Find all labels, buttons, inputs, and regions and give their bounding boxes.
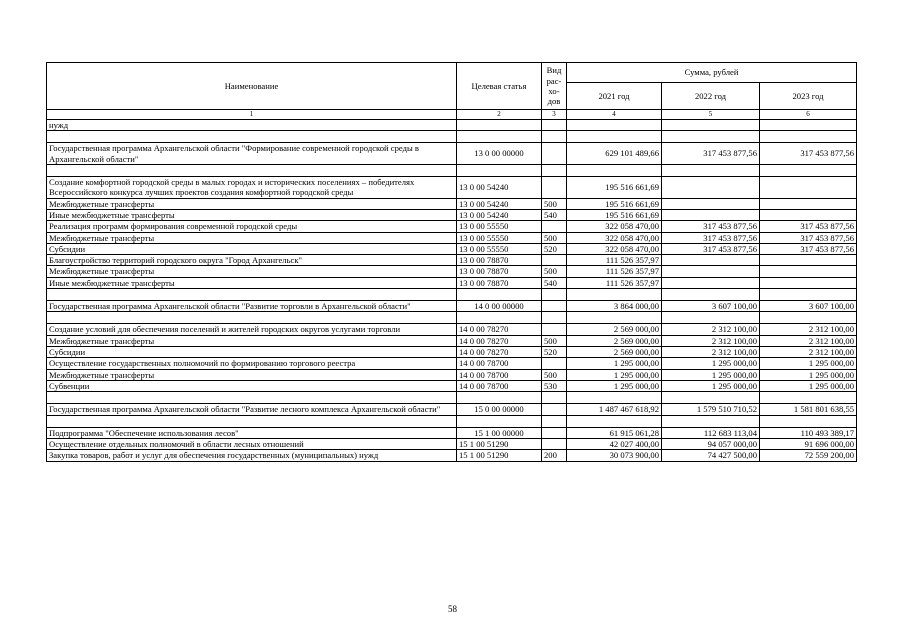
cell-sum-2021: 111 526 357,97 — [567, 277, 662, 288]
empty-cell — [662, 164, 760, 176]
cell-target-code: 14 0 00 78700 — [457, 358, 542, 369]
table-row-program — [47, 404, 857, 415]
cell-expense-type: 500 — [542, 369, 567, 380]
cell-expense-type — [542, 324, 567, 335]
cell-sum-2021: 195 516 661,69 — [567, 198, 662, 209]
cell-sum-2023 — [760, 266, 857, 277]
cell-target-code: 13 0 00 78870 — [457, 277, 542, 288]
empty-cell — [47, 289, 457, 301]
cell-sum-2023: 317 453 877,56 — [760, 243, 857, 254]
cell-name: Закупка товаров, работ и услуг для обеспечения государственных (муниципальных) нужд — [47, 450, 457, 461]
cell-expense-type — [542, 143, 567, 165]
cell-target-code: 14 0 00 00000 — [457, 301, 542, 312]
cell-expense-type: 500 — [542, 232, 567, 243]
column-index: 1 — [47, 110, 457, 120]
header-type: Вид рас-хо-дов — [542, 63, 567, 110]
cell-name: Создание условий для обеспечения поселений и жителей городских округов услугами торговли — [47, 324, 457, 335]
table-row — [47, 120, 857, 131]
empty-cell — [47, 392, 457, 404]
cell-target-code: 13 0 00 00000 — [457, 143, 542, 165]
empty-cell — [457, 131, 542, 143]
table-row — [47, 358, 857, 369]
cell-sum-2022 — [662, 198, 760, 209]
cell-expense-type — [542, 438, 567, 449]
empty-cell — [542, 131, 567, 143]
cell-expense-type — [542, 404, 567, 415]
cell-target-code: 15 0 00 00000 — [457, 404, 542, 415]
table-spacer-row — [47, 392, 857, 404]
cell-sum-2022 — [662, 120, 760, 131]
table-row — [47, 255, 857, 266]
cell-expense-type — [542, 301, 567, 312]
cell-name: Субвенции — [47, 380, 457, 391]
empty-cell — [662, 131, 760, 143]
header-sum: Сумма, рублей — [567, 63, 857, 83]
empty-cell — [542, 289, 567, 301]
cell-name: Осуществление отдельных полномочий в области лесных отношений — [47, 438, 457, 449]
cell-sum-2022: 1 579 510 710,52 — [662, 404, 760, 415]
empty-cell — [760, 312, 857, 324]
cell-sum-2021: 2 569 000,00 — [567, 347, 662, 358]
cell-sum-2023: 3 607 100,00 — [760, 301, 857, 312]
cell-expense-type: 200 — [542, 450, 567, 461]
cell-target-code: 15 1 00 00000 — [457, 427, 542, 438]
cell-sum-2022 — [662, 255, 760, 266]
cell-sum-2021: 61 915 061,28 — [567, 427, 662, 438]
cell-name: Иные межбюджетные трансферты — [47, 277, 457, 288]
cell-expense-type: 520 — [542, 347, 567, 358]
cell-sum-2023 — [760, 176, 857, 198]
column-index: 5 — [662, 110, 760, 120]
table-row — [47, 324, 857, 335]
table-row-program — [47, 143, 857, 165]
cell-target-code: 13 0 00 78870 — [457, 266, 542, 277]
empty-cell — [760, 289, 857, 301]
table-row — [47, 438, 857, 449]
table-header — [47, 63, 857, 120]
cell-sum-2023: 317 453 877,56 — [760, 232, 857, 243]
empty-cell — [542, 312, 567, 324]
header-code: Целевая статья — [457, 63, 542, 110]
cell-target-code: 13 0 00 55550 — [457, 243, 542, 254]
header-name: Наименование — [47, 63, 457, 110]
cell-sum-2023 — [760, 277, 857, 288]
cell-sum-2022: 3 607 100,00 — [662, 301, 760, 312]
table-row — [47, 221, 857, 232]
empty-cell — [457, 164, 542, 176]
cell-expense-type: 500 — [542, 266, 567, 277]
cell-target-code: 14 0 00 78270 — [457, 335, 542, 346]
cell-target-code: 13 0 00 78870 — [457, 255, 542, 266]
table-row — [47, 232, 857, 243]
cell-sum-2021: 322 058 470,00 — [567, 243, 662, 254]
cell-sum-2023: 2 312 100,00 — [760, 324, 857, 335]
cell-name: Межбюджетные трансферты — [47, 266, 457, 277]
table-row — [47, 450, 857, 461]
cell-sum-2023: 1 295 000,00 — [760, 380, 857, 391]
cell-sum-2023: 1 581 801 638,55 — [760, 404, 857, 415]
cell-expense-type — [542, 221, 567, 232]
cell-name: Подпрограмма "Обеспечение использования лесов" — [47, 427, 457, 438]
column-index: 6 — [760, 110, 857, 120]
cell-sum-2023: 72 559 200,00 — [760, 450, 857, 461]
empty-cell — [47, 312, 457, 324]
cell-name: Межбюджетные трансферты — [47, 232, 457, 243]
cell-sum-2022: 112 683 113,04 — [662, 427, 760, 438]
cell-sum-2022: 2 312 100,00 — [662, 347, 760, 358]
cell-sum-2021: 1 487 467 618,92 — [567, 404, 662, 415]
cell-target-code: 14 0 00 78700 — [457, 369, 542, 380]
cell-sum-2022: 2 312 100,00 — [662, 335, 760, 346]
cell-sum-2022 — [662, 209, 760, 220]
cell-expense-type — [542, 255, 567, 266]
cell-sum-2021: 322 058 470,00 — [567, 232, 662, 243]
cell-sum-2021: 195 516 661,69 — [567, 176, 662, 198]
cell-sum-2022: 1 295 000,00 — [662, 380, 760, 391]
cell-sum-2021: 111 526 357,97 — [567, 255, 662, 266]
empty-cell — [662, 392, 760, 404]
cell-name: Государственная программа Архангельской области "Развитие торговли в Архангельской области" — [47, 301, 457, 312]
table-spacer-row — [47, 131, 857, 143]
cell-expense-type: 500 — [542, 335, 567, 346]
cell-sum-2022: 1 295 000,00 — [662, 369, 760, 380]
cell-sum-2023 — [760, 120, 857, 131]
empty-cell — [567, 289, 662, 301]
cell-name: Межбюджетные трансферты — [47, 369, 457, 380]
cell-target-code: 14 0 00 78700 — [457, 380, 542, 391]
table-row — [47, 369, 857, 380]
table-spacer-row — [47, 415, 857, 427]
empty-cell — [567, 131, 662, 143]
cell-sum-2023: 1 295 000,00 — [760, 369, 857, 380]
cell-sum-2021: 3 864 000,00 — [567, 301, 662, 312]
cell-name: нужд — [47, 120, 457, 131]
cell-target-code: 13 0 00 55550 — [457, 221, 542, 232]
cell-name: Государственная программа Архангельской области "Формирование современной городской среды в Архангельской области" — [47, 143, 457, 165]
table-row-program — [47, 427, 857, 438]
table-spacer-row — [47, 289, 857, 301]
empty-cell — [662, 415, 760, 427]
table-row — [47, 209, 857, 220]
cell-sum-2021: 2 569 000,00 — [567, 324, 662, 335]
cell-sum-2022: 317 453 877,56 — [662, 232, 760, 243]
cell-target-code: 14 0 00 78270 — [457, 324, 542, 335]
cell-expense-type: 500 — [542, 198, 567, 209]
cell-expense-type: 520 — [542, 243, 567, 254]
empty-cell — [662, 289, 760, 301]
cell-target-code: 15 1 00 51290 — [457, 450, 542, 461]
empty-cell — [542, 415, 567, 427]
table-row — [47, 266, 857, 277]
cell-expense-type — [542, 358, 567, 369]
empty-cell — [542, 164, 567, 176]
cell-sum-2021: 1 295 000,00 — [567, 380, 662, 391]
cell-name: Государственная программа Архангельской области "Развитие лесного комплекса Архангельской области" — [47, 404, 457, 415]
cell-target-code — [457, 120, 542, 131]
cell-target-code: 13 0 00 54240 — [457, 176, 542, 198]
table-row — [47, 335, 857, 346]
cell-name: Осуществление государственных полномочий по формированию торгового реестра — [47, 358, 457, 369]
empty-cell — [567, 392, 662, 404]
cell-sum-2021: 42 027 400,00 — [567, 438, 662, 449]
table-row — [47, 176, 857, 198]
empty-cell — [760, 164, 857, 176]
cell-sum-2022 — [662, 277, 760, 288]
cell-name: Реализация программ формирования современной городской среды — [47, 221, 457, 232]
cell-sum-2022: 317 453 877,56 — [662, 221, 760, 232]
cell-sum-2023 — [760, 255, 857, 266]
cell-sum-2023 — [760, 198, 857, 209]
page-number: 58 — [448, 604, 457, 614]
empty-cell — [47, 164, 457, 176]
cell-name: Субсидии — [47, 243, 457, 254]
header-year-2022: 2022 год — [662, 83, 760, 110]
cell-sum-2022: 1 295 000,00 — [662, 358, 760, 369]
cell-sum-2021: 629 101 489,66 — [567, 143, 662, 165]
cell-sum-2023: 317 453 877,56 — [760, 221, 857, 232]
column-index: 3 — [542, 110, 567, 120]
cell-sum-2023 — [760, 209, 857, 220]
cell-expense-type: 540 — [542, 277, 567, 288]
cell-sum-2021: 322 058 470,00 — [567, 221, 662, 232]
column-index-row — [47, 110, 857, 120]
cell-sum-2022 — [662, 266, 760, 277]
empty-cell — [47, 131, 457, 143]
cell-target-code: 13 0 00 55550 — [457, 232, 542, 243]
cell-target-code: 13 0 00 54240 — [457, 198, 542, 209]
empty-cell — [567, 415, 662, 427]
cell-sum-2022: 317 453 877,56 — [662, 243, 760, 254]
table-body — [47, 120, 857, 462]
column-index: 2 — [457, 110, 542, 120]
cell-sum-2021 — [567, 120, 662, 131]
empty-cell — [457, 289, 542, 301]
table-row — [47, 347, 857, 358]
table-spacer-row — [47, 164, 857, 176]
table-row — [47, 380, 857, 391]
cell-sum-2023: 317 453 877,56 — [760, 143, 857, 165]
cell-name: Субсидии — [47, 347, 457, 358]
table-row-program — [47, 301, 857, 312]
cell-sum-2021: 2 569 000,00 — [567, 335, 662, 346]
cell-sum-2023: 110 493 389,17 — [760, 427, 857, 438]
empty-cell — [567, 164, 662, 176]
cell-expense-type: 540 — [542, 209, 567, 220]
empty-cell — [457, 312, 542, 324]
cell-sum-2022 — [662, 176, 760, 198]
cell-sum-2021: 30 073 900,00 — [567, 450, 662, 461]
table-row — [47, 277, 857, 288]
empty-cell — [662, 312, 760, 324]
empty-cell — [542, 392, 567, 404]
cell-expense-type: 530 — [542, 380, 567, 391]
empty-cell — [457, 392, 542, 404]
cell-target-code: 13 0 00 54240 — [457, 209, 542, 220]
budget-table — [46, 62, 857, 462]
empty-cell — [760, 131, 857, 143]
cell-sum-2023: 2 312 100,00 — [760, 335, 857, 346]
cell-name: Создание комфортной городской среды в малых городах и исторических поселениях – победителях Всероссийского конкурса лучших проектов создания комфортной городской среды — [47, 176, 457, 198]
cell-sum-2023: 91 696 000,00 — [760, 438, 857, 449]
empty-cell — [457, 415, 542, 427]
table-row — [47, 243, 857, 254]
header-year-2023: 2023 год — [760, 83, 857, 110]
cell-name: Межбюджетные трансферты — [47, 335, 457, 346]
cell-name: Иные межбюджетные трансферты — [47, 209, 457, 220]
cell-name: Межбюджетные трансферты — [47, 198, 457, 209]
empty-cell — [760, 415, 857, 427]
cell-sum-2023: 2 312 100,00 — [760, 347, 857, 358]
cell-target-code: 15 1 00 51290 — [457, 438, 542, 449]
cell-sum-2021: 111 526 357,97 — [567, 266, 662, 277]
cell-expense-type — [542, 176, 567, 198]
cell-sum-2022: 317 453 877,56 — [662, 143, 760, 165]
cell-name: Благоустройство территорий городского округа "Город Архангельск" — [47, 255, 457, 266]
empty-cell — [760, 392, 857, 404]
cell-sum-2021: 1 295 000,00 — [567, 358, 662, 369]
cell-sum-2022: 2 312 100,00 — [662, 324, 760, 335]
table-row — [47, 198, 857, 209]
cell-sum-2021: 1 295 000,00 — [567, 369, 662, 380]
cell-sum-2021: 195 516 661,69 — [567, 209, 662, 220]
empty-cell — [567, 312, 662, 324]
cell-target-code: 14 0 00 78270 — [457, 347, 542, 358]
cell-sum-2022: 74 427 500,00 — [662, 450, 760, 461]
table-spacer-row — [47, 312, 857, 324]
column-index: 4 — [567, 110, 662, 120]
cell-sum-2023: 1 295 000,00 — [760, 358, 857, 369]
cell-expense-type — [542, 120, 567, 131]
cell-expense-type — [542, 427, 567, 438]
cell-sum-2022: 94 057 000,00 — [662, 438, 760, 449]
header-year-2021: 2021 год — [567, 83, 662, 110]
empty-cell — [47, 415, 457, 427]
